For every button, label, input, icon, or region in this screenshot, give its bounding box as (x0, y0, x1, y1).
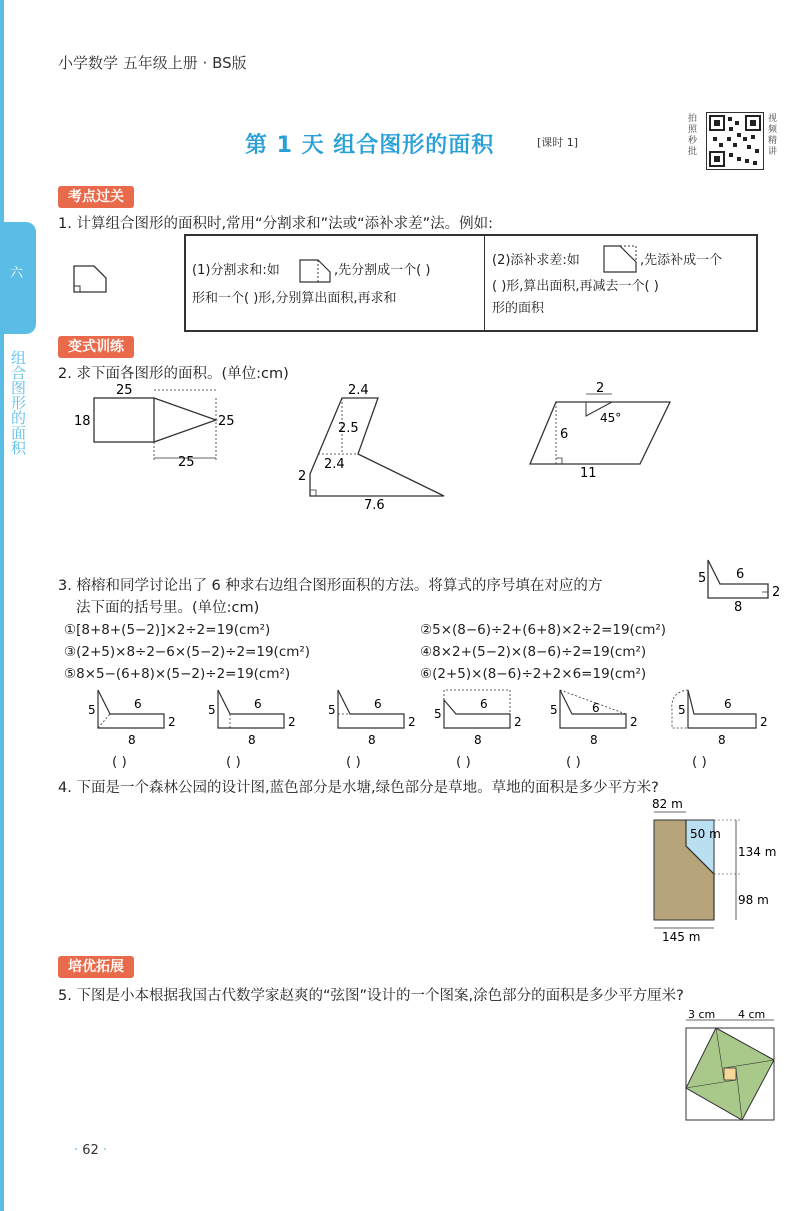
q4-park-diagram (640, 798, 786, 944)
svg-text:6: 6 (254, 697, 262, 711)
question-4-text: 4. 下面是一个森林公园的设计图,蓝色部分是水塘,绿色部分是草地。草地的面积是多少平方米? (58, 780, 659, 796)
svg-text:8: 8 (368, 733, 376, 747)
answer-paren-6[interactable]: ( ) (692, 754, 707, 770)
method-figure-3 (324, 684, 434, 754)
question-5-text: 5. 下图是小本根据我国古代数学家赵爽的“弦图”设计的一个图案,涂色部分的面积是多少平方厘米? (58, 988, 684, 1004)
q2-figure-3 (520, 376, 700, 480)
question-3-line2: 法下面的括号里。(单位:cm) (76, 600, 260, 616)
svg-text:5: 5 (328, 703, 336, 717)
side-accent-line (0, 0, 4, 1211)
q3-ref-c: 2 (772, 585, 781, 600)
section-badge-3: 培优拓展 (58, 956, 134, 978)
chapter-tab-label: 六 (10, 266, 24, 281)
svg-text:5: 5 (434, 707, 442, 721)
box2-fill-shape (602, 244, 638, 274)
fig1-bottom: 25 (178, 455, 195, 470)
svg-text:5: 5 (208, 703, 216, 717)
method-figure-4 (430, 684, 540, 754)
box1-line1: (1)分割求和:如 (192, 263, 280, 278)
fig2-top: 2.4 (348, 383, 369, 398)
formula-3: ③(2+5)×8÷2−6×(5−2)÷2=19(cm²) (64, 644, 311, 660)
q5-label-a: 3 cm (688, 1010, 716, 1021)
q3-ref-b: 6 (736, 567, 745, 582)
fig1-right: 25 (218, 414, 235, 429)
page-number: · 62 · (74, 1143, 108, 1158)
fig1-top: 25 (116, 383, 133, 398)
svg-text:6: 6 (134, 697, 142, 711)
svg-text:8: 8 (474, 733, 482, 747)
page-title: 第 1 天 组合图形的面积 (245, 133, 495, 158)
fig3-top: 2 (596, 381, 605, 396)
q4-right2-label: 98 m (738, 893, 769, 907)
q3-reference-shape (696, 556, 788, 612)
svg-text:8: 8 (590, 733, 598, 747)
box1-split-shape (298, 256, 332, 284)
q4-top-label: 82 m (652, 798, 683, 811)
box1-line2: 形和一个( )形,分别算出面积,再求和 (192, 291, 397, 306)
box-divider (484, 236, 485, 330)
method-figure-2 (204, 684, 314, 754)
box1-line1b: ,先分割成一个( ) (334, 263, 431, 278)
q4-inner-label: 50 m (690, 827, 721, 841)
lesson-tag: [课时 1] (537, 136, 579, 149)
fig2-bottom: 7.6 (364, 498, 385, 512)
svg-text:6: 6 (480, 697, 488, 711)
answer-paren-5[interactable]: ( ) (566, 754, 581, 770)
q1-method-box (184, 234, 758, 332)
answer-paren-4[interactable]: ( ) (456, 754, 471, 770)
svg-text:6: 6 (374, 697, 382, 711)
fig2-mid2: 2.4 (324, 457, 345, 472)
q4-right1-label: 134 m (738, 845, 777, 859)
answer-paren-3[interactable]: ( ) (346, 754, 361, 770)
svg-text:2: 2 (408, 715, 416, 729)
box2-line1b: ,先添补成一个 (640, 253, 723, 268)
svg-text:8: 8 (718, 733, 726, 747)
svg-text:5: 5 (678, 703, 686, 717)
svg-text:2: 2 (288, 715, 296, 729)
box2-line3: 形的面积 (492, 301, 545, 316)
q5-label-b: 4 cm (738, 1010, 766, 1021)
question-3-line1: 3. 榕榕和同学讨论出了 6 种求右边组合图形面积的方法。将算式的序号填在对应的方 (58, 578, 603, 594)
method-figure-5 (546, 684, 656, 754)
page-number-value: 62 (82, 1143, 99, 1158)
q2-figure-1 (60, 380, 250, 472)
question-1-text: 1. 计算组合图形的面积时,常用“分割求和”法或“添补求差”法。例如: (58, 216, 493, 232)
q3-ref-a: 5 (698, 571, 707, 586)
formula-4: ④8×2+(5−2)×(8−6)÷2=19(cm²) (420, 644, 647, 660)
fig2-left: 2 (298, 469, 307, 484)
svg-text:6: 6 (724, 697, 732, 711)
book-header: 小学数学 五年级上册 · BS版 (58, 54, 247, 72)
method-figure-1 (84, 684, 194, 754)
svg-text:5: 5 (550, 703, 558, 717)
answer-paren-1[interactable]: ( ) (112, 754, 127, 770)
section-badge-2: 变式训练 (58, 336, 134, 358)
q5-chord-diagram (680, 1010, 780, 1130)
box2-line1: (2)添补求差:如 (492, 253, 580, 268)
fig3-height: 6 (560, 427, 569, 442)
formula-2: ②5×(8−6)÷2+(6+8)×2÷2=19(cm²) (420, 622, 667, 638)
svg-text:2: 2 (630, 715, 638, 729)
formula-6: ⑥(2+5)×(8−6)÷2+2×6=19(cm²) (420, 666, 647, 682)
qr-left-caption: 拍照秒批 (688, 114, 698, 157)
formula-5: ⑤8×5−(6+8)×(5−2)÷2=19(cm²) (64, 666, 291, 682)
svg-text:5: 5 (88, 703, 96, 717)
svg-text:2: 2 (760, 715, 768, 729)
q1-example-shape (70, 262, 112, 298)
formula-1: ①[8+8+(5−2)]×2÷2=19(cm²) (64, 622, 271, 638)
q4-bottom-label: 145 m (662, 930, 701, 944)
svg-text:6: 6 (592, 701, 600, 715)
qr-code[interactable] (706, 112, 764, 170)
svg-text:2: 2 (168, 715, 176, 729)
box2-line2: ( )形,算出面积,再减去一个( ) (492, 279, 659, 294)
fig3-angle: 45° (600, 411, 622, 425)
method-figure-6 (664, 684, 774, 754)
fig3-bottom: 11 (580, 466, 597, 480)
question-2-text: 2. 求下面各图形的面积。(单位:cm) (58, 366, 289, 382)
fig2-mid: 2.5 (338, 421, 359, 436)
section-badge-1: 考点过关 (58, 186, 134, 208)
answer-paren-2[interactable]: ( ) (226, 754, 241, 770)
svg-text:8: 8 (128, 733, 136, 747)
qr-right-caption: 视频精讲 (768, 114, 778, 157)
q2-figure-2 (296, 380, 466, 512)
svg-text:2: 2 (514, 715, 522, 729)
fig1-left: 18 (74, 414, 91, 429)
chapter-vertical-title: 组合图形的面积 (9, 350, 27, 455)
svg-text:8: 8 (248, 733, 256, 747)
q3-ref-d: 8 (734, 600, 743, 612)
